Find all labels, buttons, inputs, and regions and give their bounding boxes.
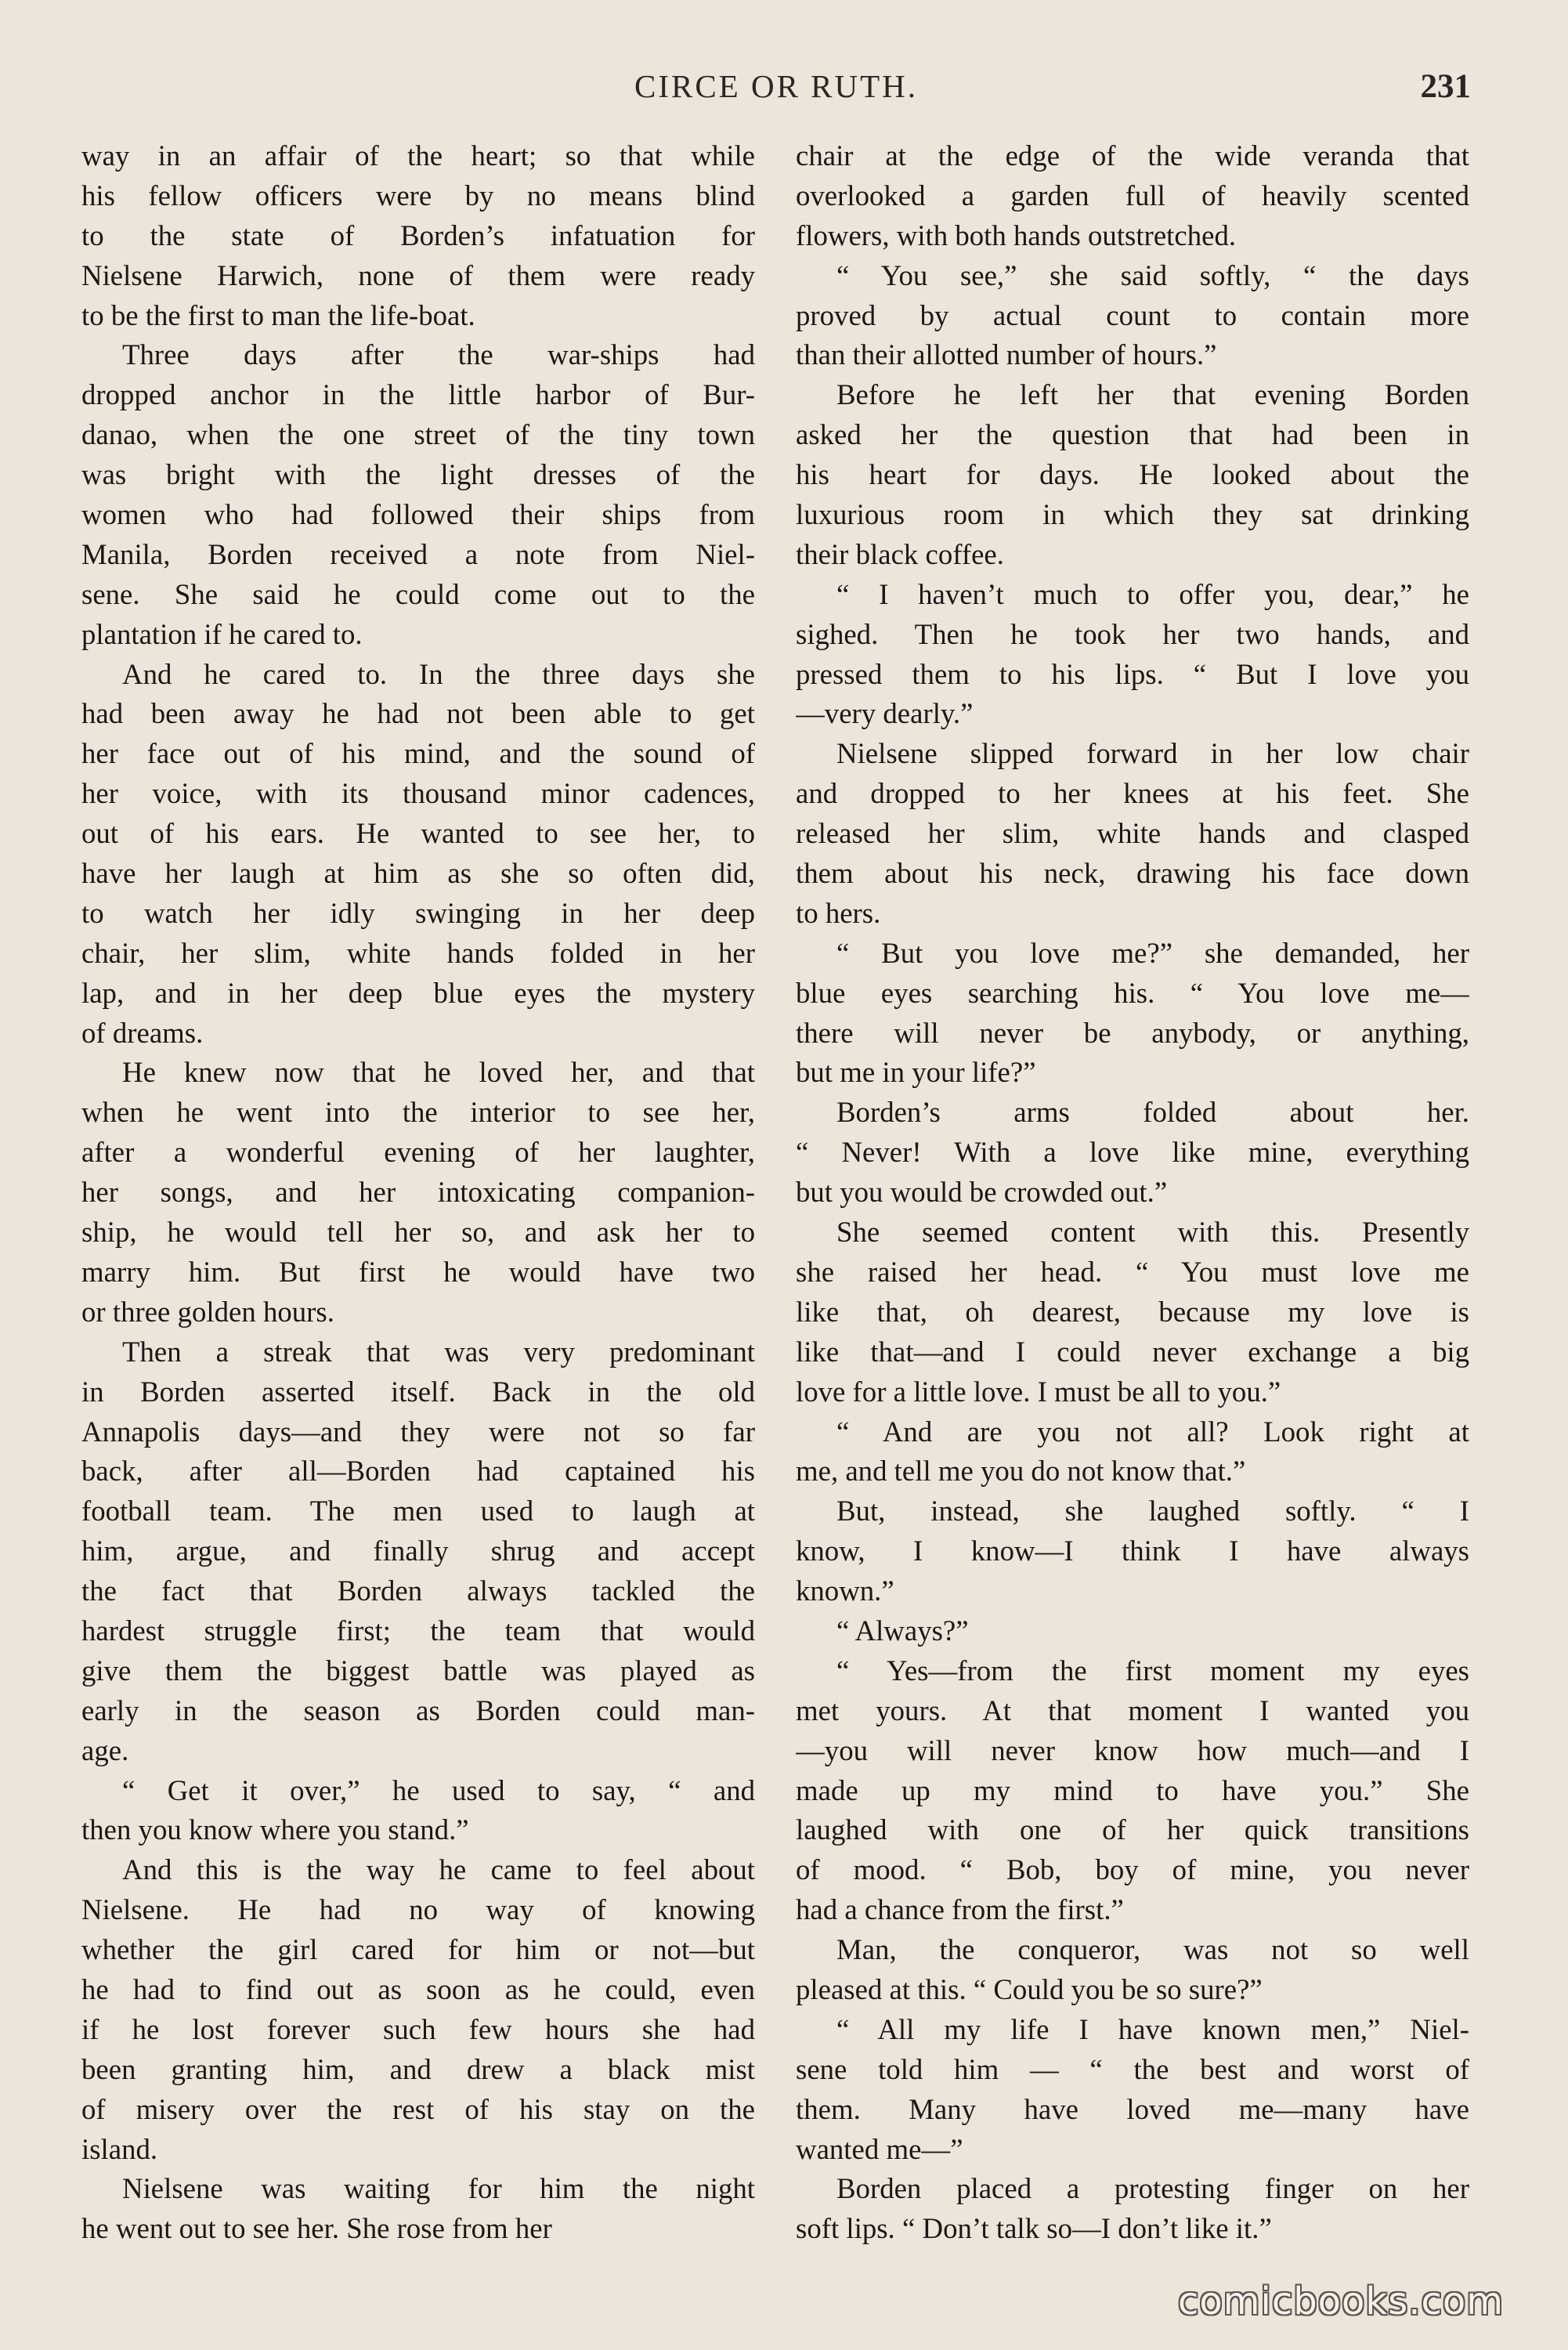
text-line: Three days after the war-ships had xyxy=(122,338,755,371)
text-line: in Borden asserted itself. Back in the old xyxy=(81,1375,755,1408)
text-line: “ Never! With a love like mine, everything xyxy=(796,1136,1469,1169)
text-line: and dropped to her knees at his feet. She xyxy=(796,777,1469,810)
text-line: “ All my life I have known men,” Niel- xyxy=(836,2012,1469,2045)
text-line: out of his ears. He wanted to see her, to xyxy=(81,817,755,850)
text-line: lap, and in her deep blue eyes the mystery xyxy=(81,976,755,1009)
text-line: her face out of his mind, and the sound of xyxy=(81,737,755,770)
text-line: like that, oh dearest, because my love is xyxy=(796,1295,1469,1328)
text-line: And this is the way he came to feel about xyxy=(122,1853,755,1886)
text-line: “ But you love me?” she demanded, her xyxy=(836,936,1469,969)
text-line: made up my mind to have you.” She xyxy=(796,1773,1469,1806)
page-header xyxy=(81,67,1471,114)
text-line: of misery over the rest of his stay on the xyxy=(81,2092,755,2125)
text-line: island. xyxy=(81,2132,158,2165)
text-line: known.” xyxy=(796,1574,894,1607)
text-line: to be the first to man the life-boat. xyxy=(81,298,475,331)
text-line: been granting him, and drew a black mist xyxy=(81,2052,755,2085)
left-column xyxy=(81,136,755,2249)
text-line: released her slim, white hands and clasped xyxy=(796,817,1469,850)
text-line: —very dearly.” xyxy=(796,697,974,730)
text-line: them about his neck, drawing his face down xyxy=(796,857,1469,890)
text-line: of dreams. xyxy=(81,1016,204,1049)
text-line: him, argue, and finally shrug and accept xyxy=(81,1535,755,1567)
text-line: her songs, and her intoxicating companion- xyxy=(81,1176,755,1209)
text-line: the fact that Borden always tackled the xyxy=(81,1574,755,1607)
text-line: or three golden hours. xyxy=(81,1295,334,1328)
text-line: whether the girl cared for him or not—but xyxy=(81,1933,755,1966)
text-line: He knew now that he loved her, and that xyxy=(122,1056,755,1089)
text-line: love for a little love. I must be all to you.” xyxy=(796,1375,1281,1408)
text-line: after a wonderful evening of her laughter, xyxy=(81,1136,755,1169)
text-line: Manila, Borden received a note from Niel- xyxy=(81,537,755,570)
text-line: me, and tell me you do not know that.” xyxy=(796,1455,1246,1488)
text-line: “ And are you not all? Look right at xyxy=(836,1415,1469,1448)
text-line: pleased at this. “ Could you be so sure?” xyxy=(796,1972,1263,2005)
text-line: early in the season as Borden could man- xyxy=(81,1694,755,1726)
text-line: if he lost forever such few hours she had xyxy=(81,2012,755,2045)
text-line: Nielsene was waiting for him the night xyxy=(122,2172,755,2205)
text-line: their black coffee. xyxy=(796,537,1004,570)
text-line: chair, her slim, white hands folded in her xyxy=(81,936,755,969)
text-line: Before he left her that evening Borden xyxy=(836,378,1469,411)
text-line: to hers. xyxy=(796,896,881,929)
text-line: blue eyes searching his. “ You love me— xyxy=(796,976,1469,1009)
text-line: Man, the conqueror, was not so well xyxy=(836,1933,1469,1966)
text-line: he went out to see her. She rose from her xyxy=(81,2212,552,2245)
text-line: asked her the question that had been in xyxy=(796,418,1469,451)
page-number: 231 xyxy=(1420,68,1471,105)
text-line: pressed them to his lips. “ But I love you xyxy=(796,657,1469,690)
text-line: them. Many have loved me—many have xyxy=(796,2092,1469,2125)
text-line: like that—and I could never exchange a big xyxy=(796,1335,1469,1368)
text-line: she raised her head. “ You must love me xyxy=(796,1255,1469,1288)
text-line: soft lips. “ Don’t talk so—I don’t like it.” xyxy=(796,2212,1272,2245)
text-line: have her laugh at him as she so often did, xyxy=(81,857,755,890)
text-line: back, after all—Borden had captained his xyxy=(81,1455,755,1488)
text-line: but you would be crowded out.” xyxy=(796,1176,1168,1209)
text-line: he had to find out as soon as he could, even xyxy=(81,1972,755,2005)
text-line: sighed. Then he took her two hands, and xyxy=(796,617,1469,650)
text-line: was bright with the light dresses of the xyxy=(81,458,755,491)
text-line: met yours. At that moment I wanted you xyxy=(796,1694,1469,1726)
text-line: when he went into the interior to see her, xyxy=(81,1096,755,1129)
text-line: Borden placed a protesting finger on her xyxy=(836,2172,1469,2205)
text-line: football team. The men used to laugh at xyxy=(81,1495,755,1528)
text-line: Nielsene Harwich, none of them were ready xyxy=(81,258,755,291)
text-line: sene told him — “ the best and worst of xyxy=(796,2052,1469,2085)
text-line: plantation if he cared to. xyxy=(81,617,363,650)
text-line: “ Yes—from the first moment my eyes xyxy=(836,1654,1469,1687)
text-line: danao, when the one street of the tiny town xyxy=(81,418,755,451)
text-line: ship, he would tell her so, and ask her to xyxy=(81,1216,755,1249)
text-line: proved by actual count to contain more xyxy=(796,298,1469,331)
text-line: “ Get it over,” he used to say, “ and xyxy=(122,1773,755,1806)
text-line: had a chance from the first.” xyxy=(796,1893,1124,1926)
text-line: her voice, with its thousand minor cadences, xyxy=(81,777,755,810)
text-line: then you know where you stand.” xyxy=(81,1813,469,1846)
text-line: —you will never know how much—and I xyxy=(796,1734,1469,1766)
text-line: had been away he had not been able to get xyxy=(81,697,755,730)
text-line: But, instead, she laughed softly. “ I xyxy=(836,1495,1469,1528)
right-column xyxy=(796,136,1469,2249)
text-line: “ You see,” she said softly, “ the days xyxy=(836,258,1469,291)
text-line: his fellow officers were by no means blind xyxy=(81,179,755,212)
text-line: She seemed content with this. Presently xyxy=(836,1216,1469,1249)
text-line: way in an affair of the heart; so that while xyxy=(81,139,755,172)
text-line: laughed with one of her quick transitions xyxy=(796,1813,1469,1846)
text-line: And he cared to. In the three days she xyxy=(122,657,755,690)
text-line: sene. She said he could come out to the xyxy=(81,577,755,610)
watermark: comicbooks.com xyxy=(1177,2280,1504,2323)
text-line: women who had followed their ships from xyxy=(81,498,755,531)
text-line: but me in your life?” xyxy=(796,1056,1036,1089)
text-line: Nielsene slipped forward in her low chair xyxy=(836,737,1469,770)
text-line: marry him. But first he would have two xyxy=(81,1255,755,1288)
text-line: Annapolis days—and they were not so far xyxy=(81,1415,755,1448)
text-line: “ Always?” xyxy=(836,1614,969,1647)
text-line: wanted me—” xyxy=(796,2132,963,2165)
text-line: luxurious room in which they sat drinking xyxy=(796,498,1469,531)
text-line: there will never be anybody, or anything, xyxy=(796,1016,1469,1049)
text-line: to watch her idly swinging in her deep xyxy=(81,896,755,929)
text-line: know, I know—I think I have always xyxy=(796,1535,1469,1567)
text-line: Nielsene. He had no way of knowing xyxy=(81,1893,755,1926)
text-line: age. xyxy=(81,1734,129,1766)
text-line: give them the biggest battle was played as xyxy=(81,1654,755,1687)
text-line: of mood. “ Bob, boy of mine, you never xyxy=(796,1853,1469,1886)
text-line: than their allotted number of hours.” xyxy=(796,338,1217,371)
text-line: Then a streak that was very predominant xyxy=(122,1335,755,1368)
running-title: CIRCE OR RUTH. xyxy=(634,68,919,104)
text-line: Borden’s arms folded about her. xyxy=(836,1096,1469,1129)
text-line: his heart for days. He looked about the xyxy=(796,458,1469,491)
text-line: dropped anchor in the little harbor of Bur- xyxy=(81,378,755,411)
text-line: chair at the edge of the wide veranda that xyxy=(796,139,1469,172)
text-line: to the state of Borden’s infatuation for xyxy=(81,219,755,251)
text-line: hardest struggle first; the team that would xyxy=(81,1614,755,1647)
text-line: overlooked a garden full of heavily scented xyxy=(796,179,1469,212)
text-line: flowers, with both hands outstretched. xyxy=(796,219,1237,251)
text-line: “ I haven’t much to offer you, dear,” he xyxy=(836,577,1469,610)
